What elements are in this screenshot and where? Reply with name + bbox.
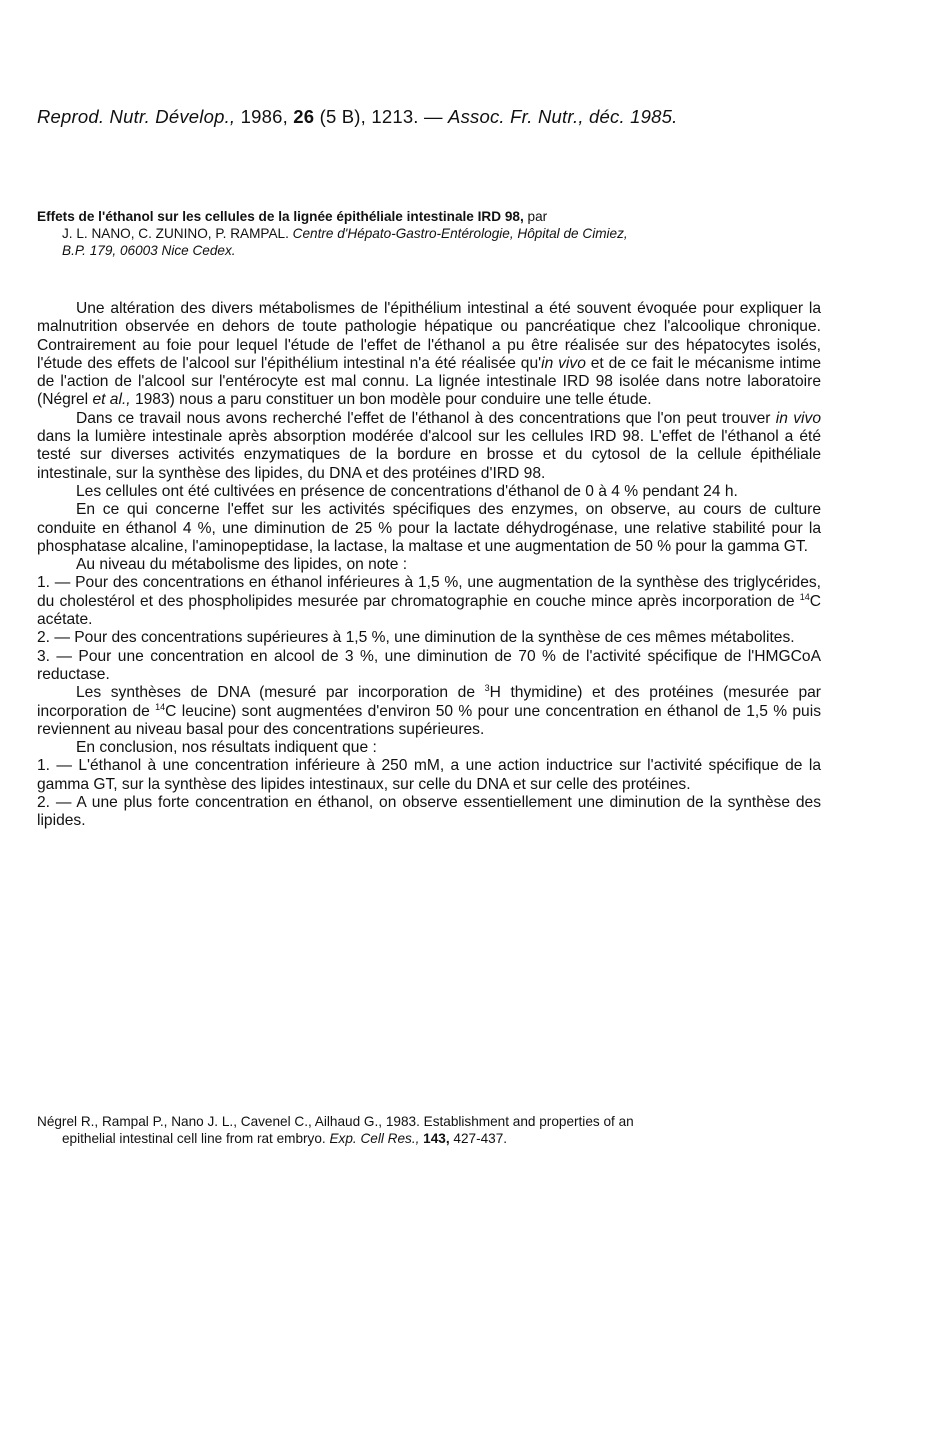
p6-text-b: H thymidine) et des protéines (mesurée par incorporation de — [37, 684, 821, 720]
association-info: Assoc. Fr. Nutr., déc. 1985. — [448, 106, 678, 127]
paragraph-7: En conclusion, nos résultats indiquent que : — [76, 739, 377, 757]
paragraph-5: Au niveau du métabolisme des lipides, on note : — [76, 556, 408, 574]
reference-title: Establishment and properties of an — [423, 1114, 634, 1129]
paragraph-1 — [37, 300, 821, 410]
reference-line-2 — [37, 1130, 837, 1147]
item1-text-b: C acétate. — [37, 592, 821, 629]
p6-text-a: Les synthèses de DNA (mesuré par incorporation de — [76, 684, 485, 702]
p1-text-b: et de ce fait le mécanisme intime de l'action de l'alcool sur l'entérocyte est mal connu. La lignée intestinale IRD 98 isolée dans notre laboratoire (Négrel — [37, 354, 821, 409]
lipid-item-2: 2. — Pour des concentrations supérieures à 1,5 %, une diminution de la synthèse de ces mêmes métabolites. — [37, 629, 795, 647]
header-dash: — — [424, 106, 443, 127]
p1-in-vivo: in vivo — [541, 354, 586, 372]
reference-pages: 427-437. — [453, 1131, 508, 1146]
journal-name: Reprod. Nutr. Dévelop., — [37, 106, 236, 127]
abstract-body — [37, 300, 821, 831]
author-line — [37, 225, 837, 242]
authors: J. L. NANO, C. ZUNINO, P. RAMPAL. — [62, 226, 289, 241]
affiliation: Centre d'Hépato-Gastro-Entérologie, Hôpital de Cimiez, — [292, 226, 628, 241]
p6-text-c: C leucine) sont augmentées d'environ 50 % pour une concentration en éthanol de 1,5 % puis reviennent au niveau basal pour des concentrations supérieures. — [37, 702, 821, 738]
p2-text-a: Dans ce travail nous avons recherché l'effet de l'éthanol à des concentrations que l'on peut trouver — [76, 409, 776, 427]
affiliation-address: B.P. 179, 06003 Nice Cedex. — [62, 243, 236, 258]
journal-issue: (5 B), 1213. — [319, 106, 419, 127]
p6-superscript-1: 3 — [484, 683, 490, 694]
journal-header — [37, 106, 897, 128]
p1-text-a: Une altération des divers métabolismes de l'épithélium intestinal a été souvent évoquée pour expliquer la malnutrition observée en dehors de toute pathologie hépatique ou pancréatique chez l'alcoolique chronique. Contrairement au foie pour lequel l'étude de l'effet de l'éthanol a pu être réalisée sur des hépatocytes isolés, l'étude des effets de l'alcool sur l'épithélium intestinal n'a été réalisée qu' — [37, 300, 821, 372]
conclusion-item-2: 2. — A une plus forte concentration en éthanol, on observe essentiellement une diminution de la synthèse des lipides. — [37, 794, 821, 830]
par-word: par — [527, 209, 548, 224]
paragraph-2 — [37, 410, 821, 483]
abstract-heading — [37, 208, 837, 259]
reference-authors: Négrel R., Rampal P., Nano J. L., Cavenel C., Ailhaud G., 1983. — [37, 1114, 420, 1129]
journal-volume: 26 — [293, 106, 315, 127]
paragraph-3: Les cellules ont été cultivées en présence de concentrations d'éthanol de 0 à 4 % pendant 24 h. — [76, 482, 738, 500]
journal-year: 1986, — [240, 106, 288, 127]
reference-volume: 143, — [423, 1131, 450, 1146]
abstract-title: Effets de l'éthanol sur les cellules de la lignée épithéliale intestinale IRD 98, — [37, 209, 524, 224]
item1-text-a: 1. — Pour des concentrations en éthanol inférieures à 1,5 %, une augmentation de la synthèse des triglycérides, du cholestérol et des phospholipides mesurée par chromatographie en couche mince après incorporation de — [37, 574, 821, 610]
reference-title-2: epithelial intestinal cell line from rat embryo. — [62, 1131, 326, 1146]
item1-superscript: 14 — [799, 591, 810, 602]
p1-et-al: et al., — [92, 391, 131, 409]
paragraph-6 — [37, 684, 821, 739]
lipid-item-3: 3. — Pour une concentration en alcool de 3 %, une diminution de 70 % de l'activité spécifique de l'HMGCoA reductase. — [37, 647, 821, 683]
lipid-item-1 — [37, 574, 821, 629]
p1-text-c: 1983) nous a paru constituer un bon modèle pour conduire une telle étude. — [130, 391, 652, 409]
paragraph-4: En ce qui concerne l'effet sur les activités spécifiques des enzymes, on observe, au cours de culture conduite en éthanol 4 %, une diminution de 25 % pour la lactate déhydrogénase, une relative stabilité pour la phosphatase alcaline, l'aminopeptidase, la lactase, la maltase et une augmentation de 50 % pour la gamma GT. — [37, 501, 821, 555]
p2-text-b: dans la lumière intestinale après absorption modérée d'alcool sur les cellules IRD 98. L'effet de l'éthanol a été testé sur diverses activités enzymatiques de la bordure en brosse et du cytosol de la cellule épithéliale intestinale, sur la synthèse des lipides, du DNA et des protéines d'IRD 98. — [37, 428, 821, 482]
conclusion-item-1: 1. — L'éthanol à une concentration inférieure à 250 mM, a une action inductrice sur l'activité spécifique de la gamma GT, sur la synthèse des lipides intestinaux, sur celle du DNA et sur celle des protéines. — [37, 757, 821, 793]
p6-superscript-2: 14 — [155, 701, 166, 712]
p2-in-vivo: in vivo — [775, 409, 821, 427]
reference — [37, 1113, 837, 1147]
reference-journal: Exp. Cell Res., — [329, 1131, 420, 1146]
